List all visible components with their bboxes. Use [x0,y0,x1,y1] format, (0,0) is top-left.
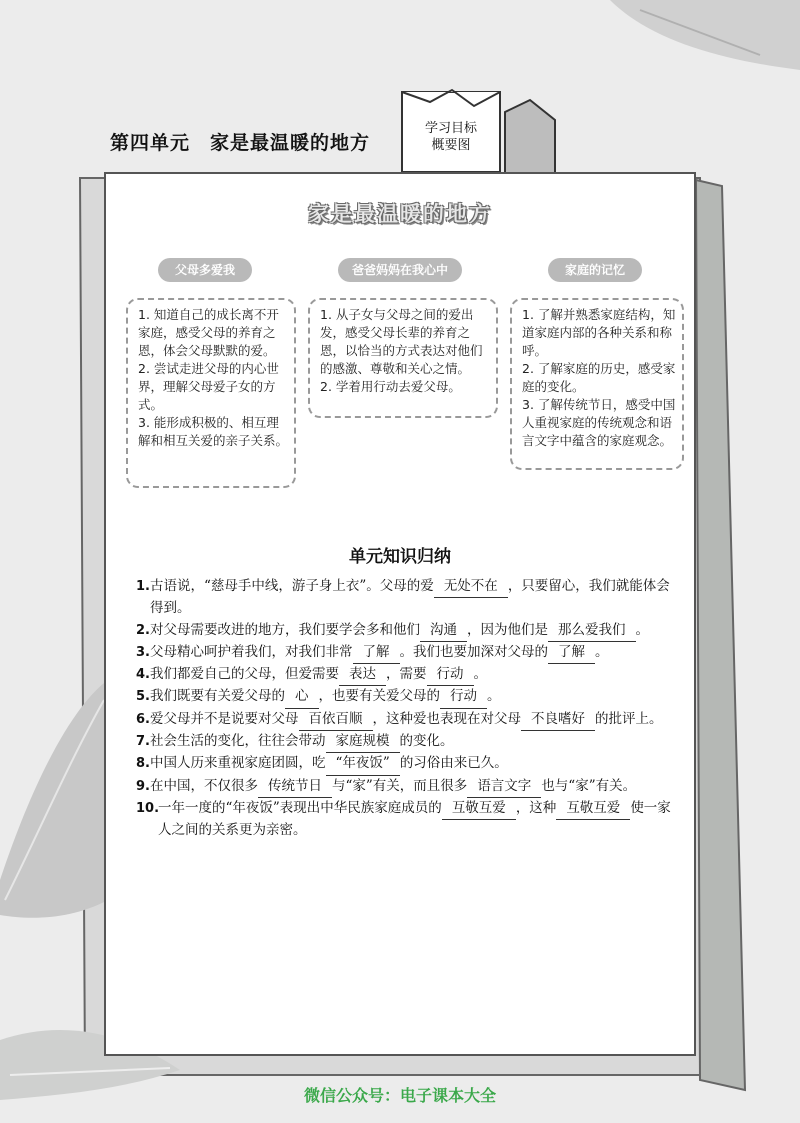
item-number: 1. [136,579,150,594]
bookmark-tab-second [505,100,555,176]
answer-blank: 传统节日 [258,776,332,798]
map-title: 家是最温暖的地方 [308,202,492,226]
item-text: ，因为他们是 [467,621,548,638]
answer-blank: 互敬互爱 [442,798,516,820]
goal-text: 3. 了解传统节日，感受中国人重视家庭的传统观念和语言文字中蕴含的家庭观念。 [522,397,676,448]
answer-blank: 了解 [353,642,400,664]
item-text: 。 [635,621,649,638]
goal-text: 1. 了解并熟悉家庭结构，知道家庭内部的各种关系和称呼。 [522,307,676,358]
list-item [136,776,676,798]
answer-blank: 互敬互爱 [556,798,630,820]
item-number: 9. [136,778,150,794]
list-item [136,642,676,664]
tab-label-line1: 学习目标 [424,121,477,136]
item-text: ，这种 [515,799,557,816]
item-number: 5. [136,689,150,705]
list-item [136,686,676,708]
item-text: 我们既要有关爱父母的 [150,688,285,705]
item-text: 对父母需要改进的地方，我们要学会多和他们 [150,621,420,638]
item-number: 3. [136,644,150,660]
answer-blank: 沟通 [420,620,467,642]
item-text: 的变化。 [399,733,454,750]
item-text: 与“家”有关，而且很多 [332,777,468,794]
answer-blank: 语言文字 [467,776,541,798]
branch-label-family-memory: 家庭的记忆 [548,258,642,282]
book-page-right-stack [696,180,745,1090]
list-item [136,798,676,842]
item-number: 6. [136,711,150,727]
answer-blank: “年夜饭” [326,753,400,775]
branch-label-parents-love: 父母多爱我 [158,258,252,282]
tab-label-line2: 概要图 [431,138,471,153]
item-text: 。 [487,688,501,705]
list-item [136,620,676,642]
answer-blank: 家庭规模 [326,731,400,753]
item-text: 使一家人之间的关系更为亲密。 [158,799,671,839]
answer-blank: 那么爱我们 [548,620,636,642]
goal-box-parents-love [126,298,296,488]
item-text: 也与“家”有关。 [541,777,637,794]
summary-list [136,576,676,842]
item-text: 的批评上。 [595,710,663,727]
item-text: ，也要有关爱父母的 [318,688,440,705]
goal-text: 3. 能形成积极的、相互理解和相互关爱的亲子关系。 [138,415,289,448]
answer-blank: 百依百顺 [299,709,373,731]
item-text: 的习俗由来已久。 [399,755,508,772]
goal-text: 1. 知道自己的成长离不开家庭，感受父母的养育之恩，体会父母默默的爱。 [138,307,279,358]
answer-blank: 行动 [427,664,474,686]
answer-blank: 无处不在 [434,576,508,598]
answer-blank: 不良嗜好 [521,709,595,731]
item-number: 8. [136,756,150,772]
item-text: 我们都爱自己的父母，但爱需要 [150,666,339,683]
list-item [136,731,676,753]
item-text: 中国人历来重视家庭团圆，吃 [150,755,326,772]
item-text: 。 [473,666,487,683]
item-text: ，需要 [386,666,427,683]
item-text: 爱父母并不是说要对父母 [150,710,299,727]
answer-blank: 表达 [339,664,386,686]
answer-blank: 心 [285,686,319,708]
item-text: 。我们也要加深对父母的 [399,643,548,660]
item-text: ，只要留心，我们就能体会得到。 [150,578,670,617]
item-text: 父母精心呵护着我们，对我们非常 [150,643,353,660]
goal-text: 2. 尝试走进父母的内心世界，理解父母爱子女的方式。 [138,361,279,412]
list-item [136,664,676,686]
item-text: 一年一度的“年夜饭”表现出中华民族家庭成员的 [158,799,442,816]
goal-text: 1. 从子女与父母之间的爱出发，感受父母长辈的养育之恩，以恰当的方式表达对他们的感激、尊敬和关心之情。 [320,307,483,376]
answer-blank: 行动 [440,686,487,708]
item-text: 在中国，不仅很多 [150,777,258,794]
summary-title: 单元知识归纳 [349,547,451,567]
footer-watermark: 微信公众号：电子课本大全 [303,1086,496,1105]
goal-text: 2. 学着用行动去爱父母。 [320,379,461,394]
goal-text: 2. 了解家庭的历史，感受家庭的变化。 [522,361,676,394]
answer-blank: 了解 [548,642,595,664]
item-text: ，这种爱也表现在对父母 [372,710,521,727]
item-number: 4. [136,667,150,683]
item-text: 社会生活的变化，往往会带动 [150,733,326,750]
item-number: 7. [136,734,150,750]
list-item [136,576,676,620]
item-number: 10. [136,800,160,816]
item-number: 2. [136,622,150,638]
item-text: 古语说，“慈母手中线，游子身上衣”。父母的爱 [150,578,434,594]
branch-label-parents-in-heart: 爸爸妈妈在我心中 [338,258,462,282]
goal-box-family-memory [510,298,684,470]
list-item [136,753,676,775]
unit-title: 第四单元 家是最温暖的地方 [110,132,371,154]
list-item [136,709,676,731]
goal-box-parents-in-heart [308,298,498,418]
item-text: 。 [595,643,609,660]
